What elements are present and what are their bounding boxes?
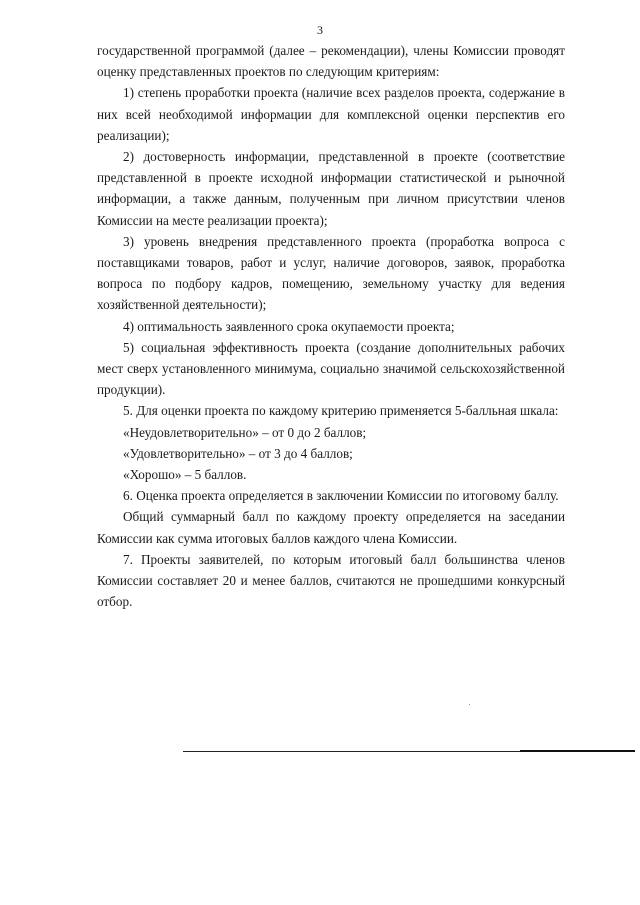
clause-5-scale: 5. Для оценки проекта по каждому критерию применяется 5-балльная шкала: [123, 403, 559, 419]
scan-speck [469, 704, 470, 705]
clause-7-rejection: 7. Проекты заявителей, по которым итоговый балл большинства членов Комиссии составляет 20 и менее баллов, считаются не прошедшими конкурсный отбор. [97, 551, 565, 610]
document-body [97, 40, 565, 612]
criterion-1: 1) степень проработки проекта (наличие всех разделов проекта, содержание в них всей необходимой информации для комплексной оценки перспектив его реализации); [97, 85, 565, 143]
bottom-rule-thick [520, 750, 635, 752]
paragraph-intro: государственной программой (далее – рекомендации), члены Комиссии проводят оценку представленных проектов по следующим критериям: [97, 43, 565, 80]
criterion-2: 2) достоверность информации, представленной в проекте (соответствие представленной в проекте исходной информации статистической и рыночной информации, а также данным, полученным при личном присутствии членов Комиссии на месте реализации проекта); [97, 149, 565, 228]
criterion-5: 5) социальная эффективность проекта (создание дополнительных рабочих мест сверх установленного минимума, социально значимой сельскохозяйственной продукции). [97, 339, 565, 398]
criterion-4: 4) оптимальность заявленного срока окупаемости проекта; [123, 318, 455, 334]
scale-unsatisfactory: «Неудовлетворительно» – от 0 до 2 баллов; [123, 424, 367, 440]
page-number: 3 [317, 23, 323, 37]
total-score-paragraph: Общий суммарный балл по каждому проекту определяется на заседании Комиссии как сумма итоговых баллов каждого члена Комиссии. [97, 509, 565, 546]
scale-satisfactory: «Удовлетворительно» – от 3 до 4 баллов; [123, 445, 353, 461]
criterion-3: 3) уровень внедрения представленного проекта (проработка вопроса с поставщиками товаров, работ и услуг, наличие договоров, заявок, проработка вопроса по подбору кадров, помещению, земельному участку для ведения хозяйственной деятельности); [97, 233, 565, 313]
scale-good: «Хорошо» – 5 баллов. [123, 467, 247, 483]
clause-6-assessment: 6. Оценка проекта определяется в заключении Комиссии по итоговому баллу. [123, 488, 559, 504]
